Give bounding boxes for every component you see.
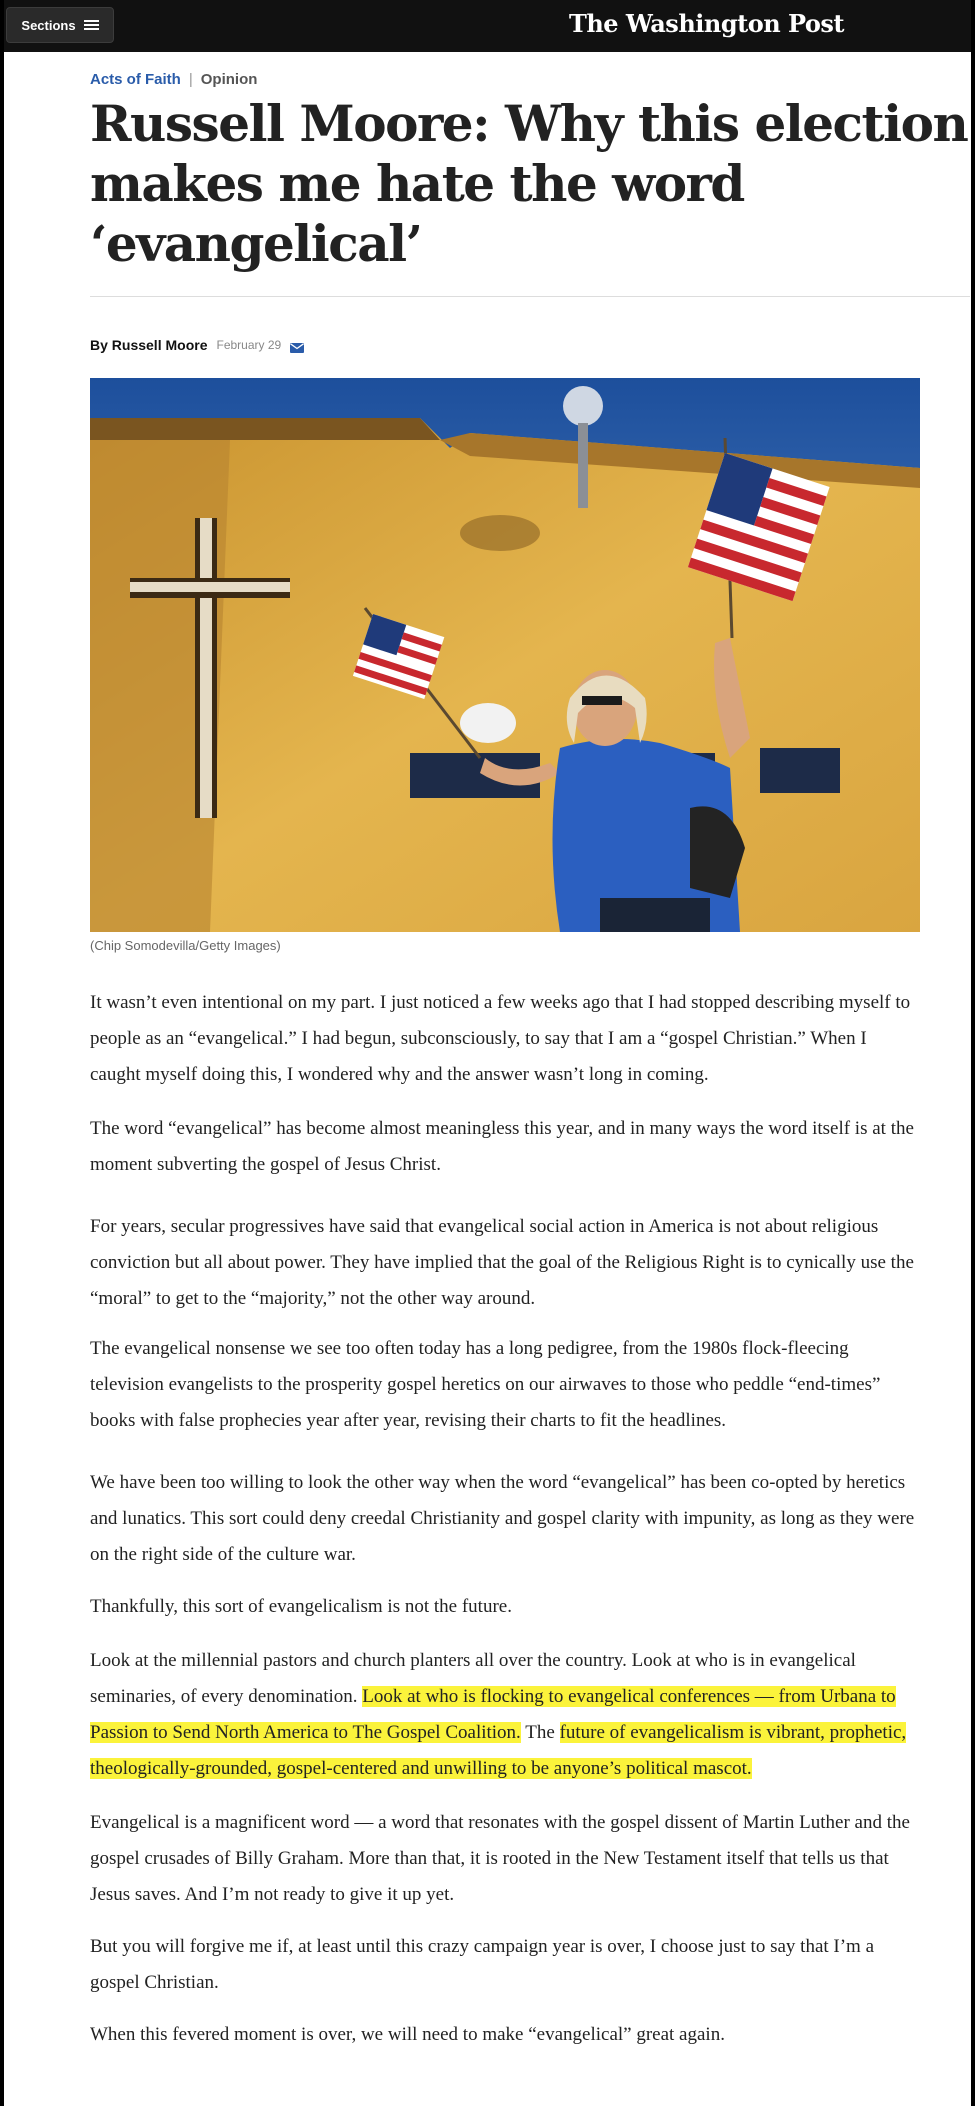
title-divider <box>90 296 970 297</box>
paragraph: But you will forgive me if, at least until this crazy campaign year is over, I choose just to say that I’m a gospel Christian. <box>90 1936 875 1993</box>
sections-label: Sections <box>21 17 76 33</box>
paragraph: It wasn’t even intentional on my part. I just noticed a few weeks ago that I had stopped describing myself to people as an “evangelical.” I had begun, subconsciously, to say that I am a “gospel Christian.” When I caught myself doing this, I wondered why and the answer wasn’t long in coming. <box>90 992 911 1085</box>
lead-photo <box>90 378 920 932</box>
article-body <box>90 985 970 2053</box>
paragraph-text: Look at the millennial pastors and church planters all over the country. Look at who is in evangelical seminaries, of every denomination. <box>90 1650 856 1707</box>
paragraph: Evangelical is a magnificent word — a word that resonates with the gospel dissent of Martin Luther and the gospel crusades of Billy Graham. More than that, it is rooted in the New Testament itself that tells us that Jesus saves. And I’m not ready to give it up yet. <box>90 1812 910 1905</box>
paragraph: When this fevered moment is over, we will need to make “evangelical” great again. <box>90 2024 725 2045</box>
page <box>4 0 971 2106</box>
paragraph: The word “evangelical” has become almost meaningless this year, and in many ways the word itself is at the moment subverting the gospel of Jesus Christ. <box>90 1118 914 1175</box>
paragraph: For years, secular progressives have said that evangelical social action in America is not about religious conviction but all about power. They have implied that the goal of the Religious Right is to cynically use the “moral” to get to the “majority,” not the other way around. <box>90 1216 914 1309</box>
photo-caption: (Chip Somodevilla/Getty Images) <box>90 938 281 953</box>
publish-date: February 29 <box>216 338 282 352</box>
author-byline[interactable]: By Russell Moore <box>90 337 208 353</box>
paragraph-with-highlight <box>90 1643 920 1787</box>
paragraph: We have been too willing to look the other way when the word “evangelical” has been co-opted by heretics and lunatics. This sort could deny creedal Christianity and gospel clarity with impunity, as long as they were on the right side of the culture war. <box>90 1472 915 1565</box>
kicker <box>90 71 970 88</box>
highlighted-text: future of evangelicalism is vibrant, prophetic, theologically-grounded, gospel-centered and unwilling to be anyone’s political mascot. <box>90 1722 907 1779</box>
email-icon[interactable] <box>290 340 304 350</box>
highlighted-text: Look at who is flocking to evangelical conferences — from Urbana to Passion to Send North America to The Gospel Coalition. <box>90 1686 896 1743</box>
top-nav-bar <box>4 0 971 52</box>
kicker-type: Opinion <box>200 71 258 88</box>
article <box>90 52 970 2053</box>
paragraph-text: The <box>520 1722 560 1743</box>
paragraph: The evangelical nonsense we see too often today has a long pedigree, from the 1980s flock-fleecing television evangelists to the prosperity gospel heretics on our airwaves to those who peddle “end-times” books with false prophecies year after year, revising their charts to fit the headlines. <box>90 1338 881 1431</box>
paragraph: Thankfully, this sort of evangelicalism is not the future. <box>90 1596 512 1617</box>
byline <box>90 337 970 353</box>
kicker-separator: | <box>188 71 193 88</box>
kicker-section-link[interactable]: Acts of Faith <box>90 71 181 88</box>
article-title: Russell Moore: Why this election makes me hate the word ‘evangelical’ <box>90 94 968 273</box>
washington-post-logo[interactable]: The Washington Post <box>568 9 845 38</box>
